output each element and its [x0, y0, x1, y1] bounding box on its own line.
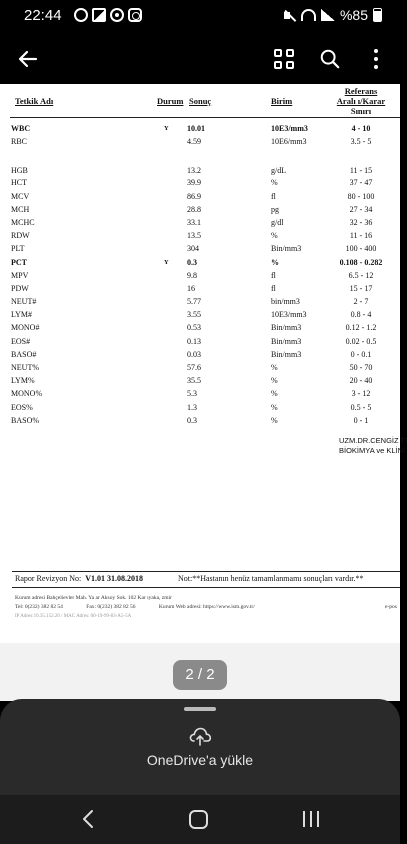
ip-info: IP Adres:10.35.152.20 / MAC Adres: 00-19-99-83-A5-5A: [15, 614, 132, 619]
header-test: Tetkik Adı: [15, 96, 54, 106]
result-value: 1.3: [187, 403, 197, 412]
test-name: LYM%: [11, 376, 35, 385]
table-row: [0, 256, 400, 269]
unit: 10E3/mm3: [271, 310, 307, 319]
reference-range: 0.108 - 0.282: [339, 258, 383, 267]
test-name: BASO#: [11, 350, 37, 359]
reference-range: 4 - 10: [351, 124, 371, 133]
notification-icons: [74, 8, 142, 22]
table-row: [0, 135, 400, 148]
result-value: 3.55: [187, 310, 201, 319]
table-row: [0, 348, 400, 361]
result-value: 5.77: [187, 297, 201, 306]
table-row: [0, 361, 400, 374]
table-row: [0, 176, 400, 189]
table-row: [0, 229, 400, 242]
reference-range: 6.5 - 12: [348, 271, 374, 280]
test-name: PDW: [11, 284, 29, 293]
reference-range: 27 - 34: [349, 205, 373, 214]
table-row: [0, 401, 400, 414]
result-value: 13.2: [187, 166, 201, 175]
system-status-icons: [283, 7, 382, 23]
nav-back-icon[interactable]: [80, 809, 96, 829]
unit: 10E3/mm3: [271, 124, 308, 133]
image-icon: [92, 8, 106, 22]
reference-range: 0 - 1: [353, 416, 369, 425]
table-row: [0, 308, 400, 321]
whatsapp-icon: [74, 8, 88, 22]
reference-range: 37 - 47: [349, 178, 373, 187]
search-icon[interactable]: [319, 48, 341, 70]
onedrive-upload-button[interactable]: OneDrive'a yükle: [146, 752, 254, 768]
test-name: LYM#: [11, 310, 32, 319]
result-value: 0.03: [187, 350, 201, 359]
institution-address: Kurum adresi Bahçelievler Mah. Ya ar Aksoy Sok. 102 Kar ıyaka, zmir: [15, 595, 172, 601]
unit: fl: [271, 271, 276, 280]
table-row: [0, 321, 400, 334]
result-value: 35.5: [187, 376, 201, 385]
unit: Bin/mm3: [271, 337, 302, 346]
revision-info: Rapor Revizyon No: V1.01 31.08.2018: [15, 574, 143, 583]
sheet-drag-handle[interactable]: [184, 707, 216, 711]
reference-range: 2 - 7: [353, 297, 369, 306]
result-value: 4.59: [187, 137, 201, 146]
test-name: RBC: [11, 137, 28, 146]
test-name: EOS%: [11, 403, 33, 412]
unit: %: [271, 231, 278, 240]
grid-icon[interactable]: [274, 49, 294, 69]
result-value: 0.53: [187, 323, 201, 332]
header-status: Durum: [157, 96, 184, 106]
reference-range: 11 - 16: [349, 231, 373, 240]
status-flag: Y: [164, 259, 169, 266]
reference-range: 0.8 - 4: [350, 310, 372, 319]
unit: %: [271, 416, 278, 425]
header-reference: Referans Aralı ı/Karar Sınırı: [336, 86, 386, 116]
header-result: Sonuç: [189, 96, 212, 106]
test-name: EOS#: [11, 337, 31, 346]
reference-range: 3.5 - 5: [350, 137, 372, 146]
unit: Bin/mm3: [271, 244, 302, 253]
tel: Tel: 0(232) 382 82 54: [15, 604, 63, 610]
result-value: 16: [187, 284, 195, 293]
table-row: [0, 295, 400, 308]
table-row: [0, 216, 400, 229]
reference-range: 50 - 70: [349, 363, 373, 372]
table-row: [0, 414, 400, 427]
nav-recents-icon[interactable]: [303, 811, 319, 827]
unit: Bin/mm3: [271, 323, 302, 332]
cloud-upload-icon[interactable]: [188, 725, 212, 747]
result-value: 0.3: [187, 258, 197, 267]
status-bar: [0, 0, 400, 34]
test-name: MCHC: [11, 218, 35, 227]
reference-range: 3 - 12: [351, 389, 371, 398]
result-value: 5.3: [187, 389, 197, 398]
table-row: [0, 335, 400, 348]
back-arrow-icon[interactable]: [16, 47, 40, 71]
footer-divider-top: [12, 571, 400, 572]
more-vert-icon[interactable]: [368, 49, 384, 71]
result-value: 0.13: [187, 337, 201, 346]
header-divider: [10, 117, 400, 118]
unit: pg: [271, 205, 279, 214]
test-name: PCT: [11, 258, 27, 267]
result-value: 304: [187, 244, 199, 253]
test-name: MONO%: [11, 389, 43, 398]
unit: g/dL: [271, 166, 287, 175]
footer-divider-bottom: [12, 587, 400, 588]
status-time: 22:44: [24, 7, 62, 24]
result-value: 39.9: [187, 178, 201, 187]
result-value: 33.1: [187, 218, 201, 227]
result-value: 13.5: [187, 231, 201, 240]
report-page: [0, 84, 407, 643]
result-value: 57.6: [187, 363, 201, 372]
unit: bin/mm3: [271, 297, 300, 306]
web: Kurum Web adresi: https://www.ism.gov.tr/: [158, 604, 255, 610]
status-flag: Y: [164, 125, 169, 132]
reference-range: 100 - 400: [345, 244, 377, 253]
unit: 10E6/mm3: [271, 137, 307, 146]
app-bar: [0, 34, 400, 84]
table-row: [0, 190, 400, 203]
reference-range: 0.5 - 5: [350, 403, 372, 412]
table-row: [0, 387, 400, 400]
reference-range: 15 - 17: [349, 284, 373, 293]
system-nav-bar: [0, 795, 400, 844]
test-name: NEUT#: [11, 297, 37, 306]
unit: fl: [271, 192, 276, 201]
eposta: e-pos: [385, 604, 397, 610]
test-name: MONO#: [11, 323, 40, 332]
test-name: MPV: [11, 271, 29, 280]
report-note: Not:**Hastanın henüz tamamlanmamı sonuçları vardır.**: [178, 574, 364, 583]
unit: %: [271, 363, 278, 372]
test-name: MCV: [11, 192, 30, 201]
signature-block: UZM.DR.CENGİZ TI BİOKİMYA ve KLİNİ: [339, 436, 407, 455]
test-name: WBC: [11, 124, 31, 133]
unit: %: [271, 376, 278, 385]
table-row: [0, 269, 400, 282]
table-row: [0, 282, 400, 295]
test-name: NEUT%: [11, 363, 39, 372]
result-value: 9.8: [187, 271, 197, 280]
table-row: [0, 374, 400, 387]
signal-icon: [321, 9, 335, 21]
wifi-icon: [301, 9, 316, 21]
test-name: BASO%: [11, 416, 40, 425]
table-row: [0, 203, 400, 216]
result-value: 10.01: [187, 124, 205, 133]
unit: %: [271, 389, 278, 398]
nav-home-icon[interactable]: [189, 810, 208, 829]
test-name: HGB: [11, 166, 28, 175]
reference-range: 32 - 36: [349, 218, 373, 227]
test-name: RDW: [11, 231, 30, 240]
battery-percent: %85: [339, 7, 368, 23]
test-name: HCT: [11, 178, 27, 187]
result-value: 0.3: [187, 416, 197, 425]
reference-range: 0 - 0.1: [350, 350, 372, 359]
battery-icon: [373, 8, 382, 22]
instagram-icon: [128, 8, 142, 22]
reference-range: 80 - 100: [347, 192, 375, 201]
fax: Fax: 0(232) 382 82 56: [86, 604, 136, 610]
reference-range: 0.12 - 1.2: [345, 323, 377, 332]
reference-range: 0.02 - 0.5: [345, 337, 377, 346]
reference-range: 11 - 15: [349, 166, 373, 175]
test-name: MCH: [11, 205, 30, 214]
table-row: [0, 242, 400, 255]
unit: Bin/mm3: [271, 350, 302, 359]
unit: fl: [271, 284, 276, 293]
page-indicator: 2 / 2: [173, 660, 227, 690]
chrome-icon: [110, 8, 124, 22]
result-value: 28.8: [187, 205, 201, 214]
mute-icon: [283, 9, 296, 22]
unit: g/dl: [271, 218, 284, 227]
contact-line: [15, 604, 277, 610]
result-value: 86.9: [187, 192, 201, 201]
unit: %: [271, 178, 278, 187]
test-name: PLT: [11, 244, 25, 253]
unit: %: [271, 403, 278, 412]
table-row: [0, 122, 400, 135]
bottom-sheet: [0, 699, 400, 795]
reference-range: 20 - 40: [349, 376, 373, 385]
header-unit: Birim: [271, 96, 293, 106]
unit: %: [271, 258, 279, 267]
